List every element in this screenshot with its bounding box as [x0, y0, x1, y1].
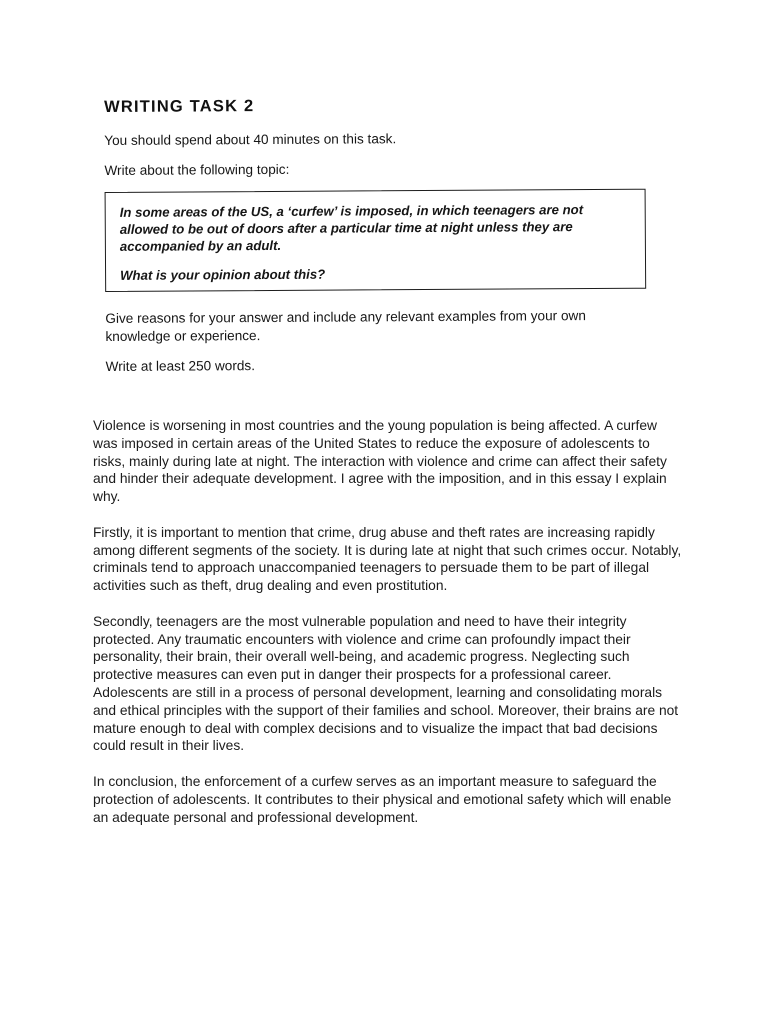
- topic-question: What is your opinion about this?: [120, 266, 326, 283]
- writing-task-sheet: [104, 95, 664, 374]
- task-heading: WRITING TASK 2: [104, 97, 255, 116]
- reasons-instruction: Give reasons for your answer and include any relevant examples from your own knowledge or experience.: [105, 308, 586, 344]
- topic-statement: In some areas of the US, a ‘curfew’ is imposed, in which teenagers are not allowed to be out of doors after a particular time at night unless they are accompanied by an adult.: [119, 202, 584, 254]
- word-count-instruction: Write at least 250 words.: [105, 358, 256, 374]
- topic-box: [105, 189, 647, 292]
- time-instruction: You should spend about 40 minutes on this task.: [104, 131, 397, 148]
- essay-introduction: Violence is worsening in most countries and the young population is being affected. A curfew was imposed in certain areas of the United States to reduce the exposure of adolescents to risks, mainly during late at night. The interaction with violence and crime can affect their safety and hinder their adequate development. I agree with the imposition, and in this essay I explain why.: [93, 418, 667, 505]
- essay-body-paragraph-2: Secondly, teenagers are the most vulnerable population and need to have their integrity protected. Any traumatic encounters with violence and crime can profoundly impact their personality, their brain, their overall well-being, and academic progress. Neglecting such protective measures can even put in danger their prospects for a professional career. Adolescents are still in a process of personal development, learning and consolidating morals and ethical principles with the support of their families and school. Moreover, their brains are not mature enough to deal with complex decisions and to visualize the impact that bad decisions could result in their lives.: [93, 613, 679, 754]
- essay-body-paragraph-1: Firstly, it is important to mention that crime, drug abuse and theft rates are increasing rapidly among different segments of the society. It is during late at night that such crimes occur. Notably, criminals tend to approach unaccompanied teenagers to persuade them to be part of illegal activities such as theft, drug dealing and even prostitution.: [93, 524, 682, 594]
- essay-conclusion: In conclusion, the enforcement of a curfew serves as an important measure to safeguard the protection of adolescents. It contributes to their physical and emotional safety which will enable an adequate personal and professional development.: [93, 773, 672, 825]
- essay-body: [93, 417, 683, 844]
- topic-intro: Write about the following topic:: [104, 161, 290, 178]
